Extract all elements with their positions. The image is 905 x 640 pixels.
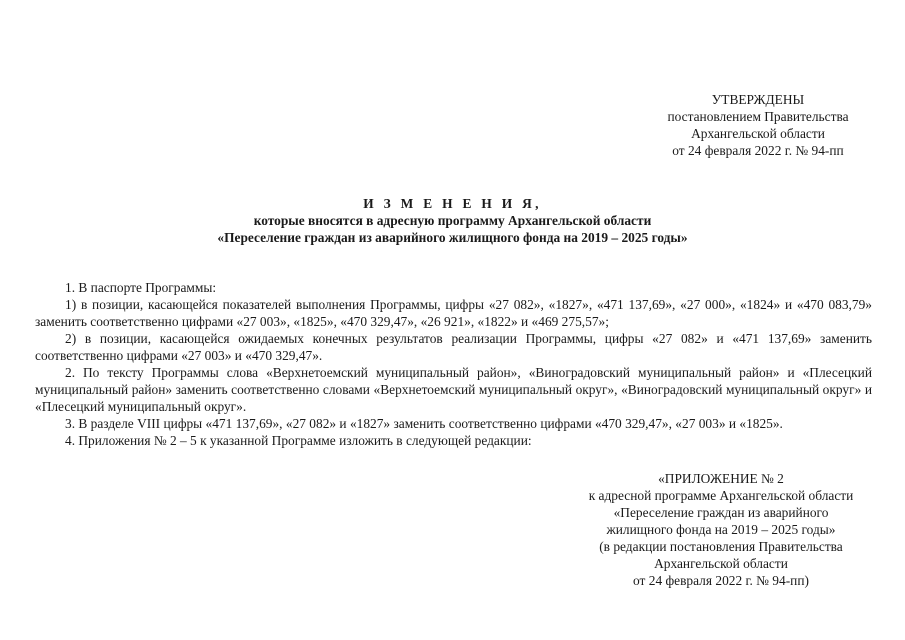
appendix-line: Архангельской области [654, 556, 788, 571]
approval-date: от 24 февраля 2022 г. № 94-пп [672, 143, 844, 158]
approval-line: постановлением Правительства [667, 109, 849, 124]
paragraph-2: 2. По тексту Программы слова «Верхнетоемский муниципальный район», «Виноградовский муниципальный район» и «Плесецкий муниципальный район» заменить соответственно словами «Верхнетоемский муниципальный округ», «Виноградовский муниципальный округ» и «Плесецкий муниципальный округ». [35, 365, 872, 414]
appendix-title: «ПРИЛОЖЕНИЕ № 2 [658, 471, 784, 486]
approval-stamp [640, 91, 876, 159]
appendix-line: к адресной программе Архангельской области [588, 488, 854, 503]
paragraph-1: 1. В паспорте Программы: [65, 280, 217, 295]
approval-line: Архангельской области [691, 126, 825, 141]
title-line-1: которые вносятся в адресную программу Архангельской области [253, 213, 652, 228]
title-line-2: «Переселение граждан из аварийного жилищного фонда на 2019 – 2025 годы» [217, 230, 688, 245]
appendix-date: от 24 февраля 2022 г. № 94-пп) [633, 573, 809, 588]
paragraph-4: 4. Приложения № 2 – 5 к указанной Программе изложить в следующей редакции: [65, 433, 532, 448]
appendix-line: «Переселение граждан из аварийного [613, 505, 829, 520]
document-body [35, 279, 872, 449]
title-heading: И З М Е Н Е Н И Я, [363, 196, 542, 211]
paragraph-1-1: 1) в позиции, касающейся показателей выполнения Программы, цифры «27 082», «1827», «471 137,69», «27 000», «1824» и «470 083,79» заменить соответственно цифрами «27 003», «1825», «470 329,47», «26 921», «1822» и «469 275,57»; [35, 297, 872, 329]
document-title [100, 195, 805, 246]
appendix-line: жилищного фонда на 2019 – 2025 годы» [606, 522, 836, 537]
approval-title: УТВЕРЖДЕНЫ [711, 92, 805, 107]
appendix-line: (в редакции постановления Правительства [599, 539, 843, 554]
paragraph-1-2: 2) в позиции, касающейся ожидаемых конечных результатов реализации Программы, цифры «27 082» и «471 137,69» заменить соответственно цифрами «27 003» и «470 329,47». [35, 331, 872, 363]
paragraph-3: 3. В разделе VIII цифры «471 137,69», «27 082» и «1827» заменить соответственно цифрами «470 329,47», «27 003» и «1825». [65, 416, 783, 431]
appendix-header [545, 470, 897, 589]
